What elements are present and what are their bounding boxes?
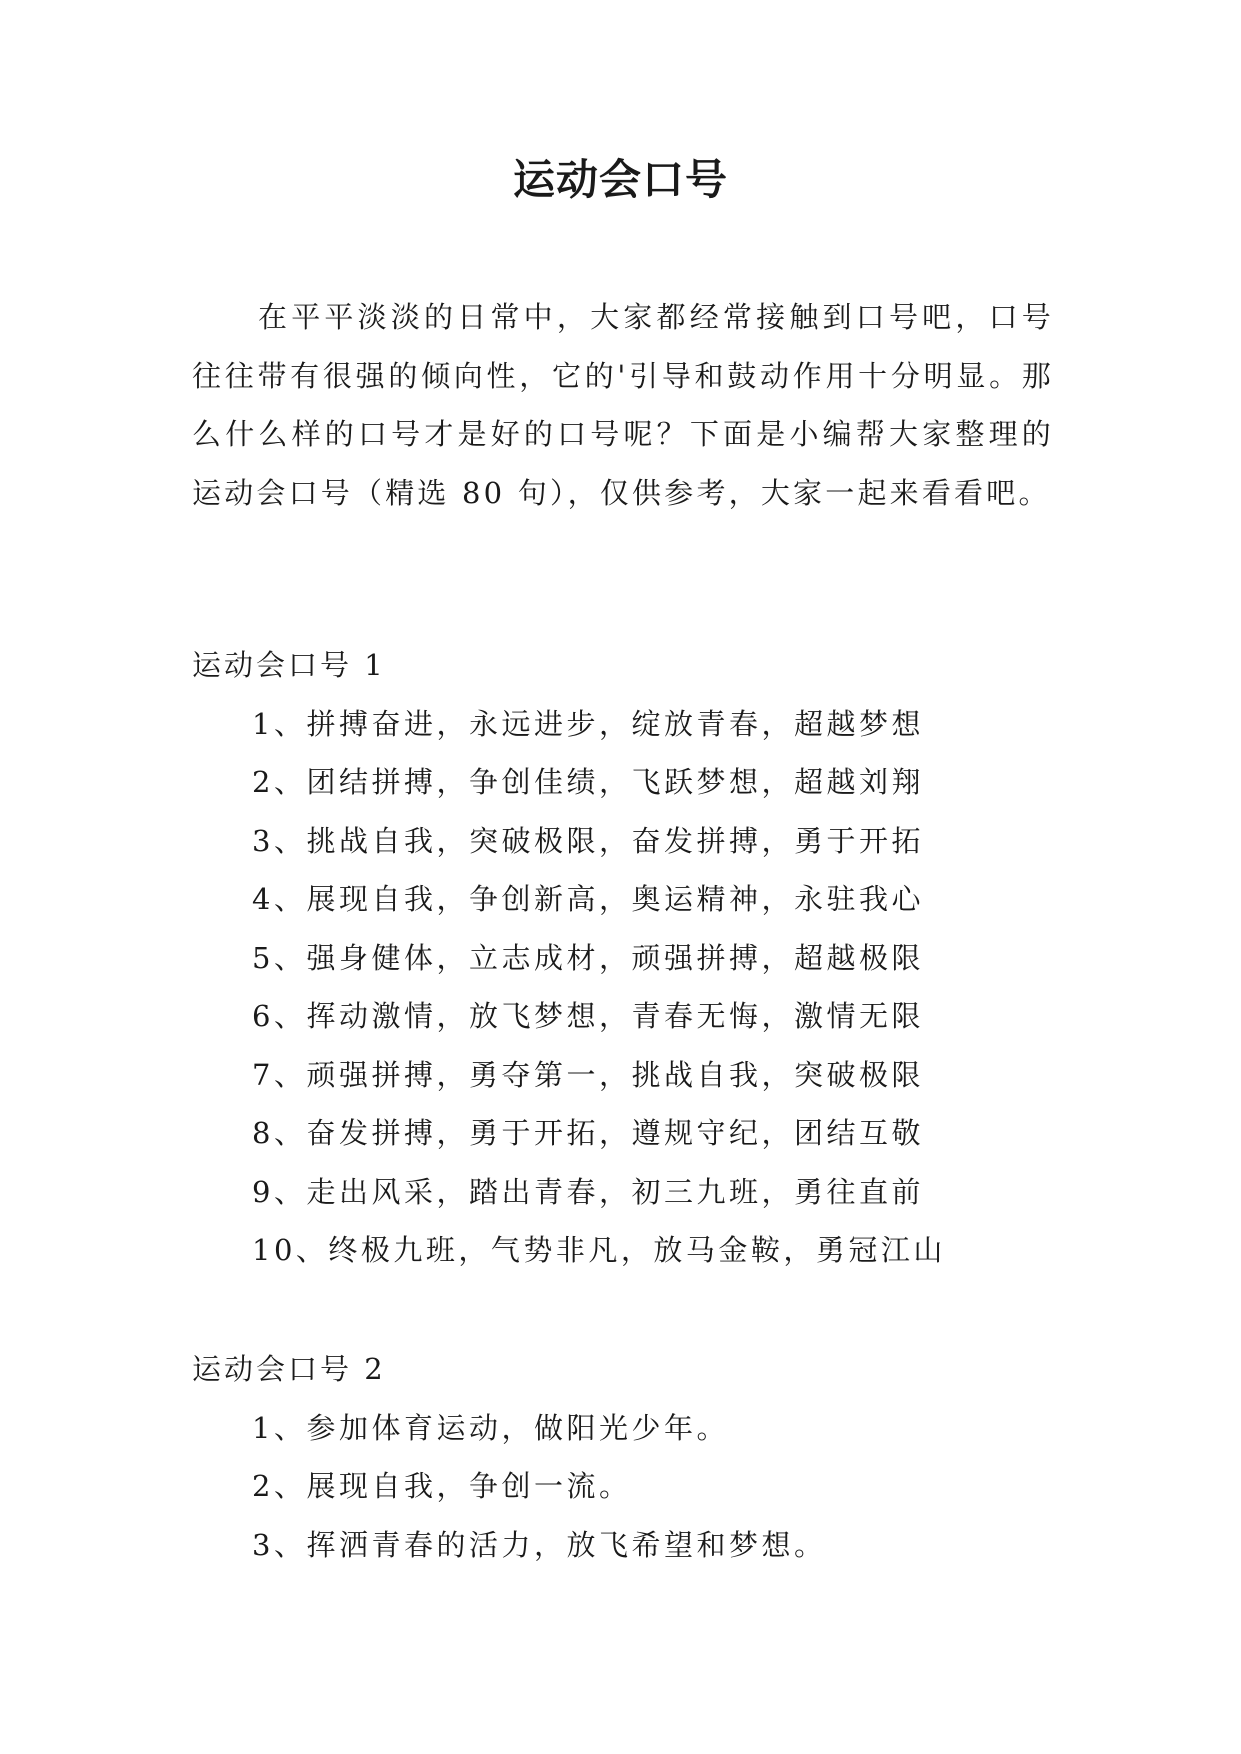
- section-heading: 运动会口号 2: [192, 1352, 386, 1386]
- slogan-item: 5、强身健体，立志成材，顽强拼搏，超越极限: [252, 940, 924, 975]
- slogan-item: 1、拼搏奋进，永远进步，绽放青春，超越梦想: [252, 706, 924, 741]
- slogan-item: 2、团结拼搏，争创佳绩，飞跃梦想，超越刘翔: [252, 765, 924, 799]
- slogan-section-2: [192, 1340, 1092, 1574]
- slogan-list: [192, 695, 1092, 1280]
- slogan-list: [192, 1399, 1092, 1575]
- intro-paragraph: 在平平淡淡的日常中，大家都经常接触到口号吧，口号往往带有很强的倾向性，它的'引导和鼓动作用十分明显。那么什么样的口号才是好的口号呢？下面是小编帮大家整理的运动会口号（精选 80 句），仅供参考，大家一起来看看吧。: [192, 300, 1054, 510]
- slogan-item: 10、终极九班，气势非凡，放马金鞍，勇冠江山: [252, 1233, 946, 1267]
- document-title: 运动会口号: [512, 155, 728, 204]
- slogan-item: 6、挥动激情，放飞梦想，青春无悔，激情无限: [252, 999, 924, 1033]
- slogan-item: 2、展现自我，争创一流。: [252, 1469, 632, 1503]
- slogan-item: 4、展现自我，争创新高，奥运精神，永驻我心: [252, 882, 924, 916]
- slogan-item: 9、走出风采，踏出青春，初三九班，勇往直前: [252, 1174, 924, 1209]
- slogan-item: 1、参加体育运动，做阳光少年。: [252, 1410, 729, 1445]
- slogan-item: 3、挑战自我，突破极限，奋发拼搏，勇于开拓: [252, 823, 924, 858]
- slogan-item: 8、奋发拼搏，勇于开拓，遵规守纪，团结互敬: [252, 1116, 924, 1150]
- slogan-item: 7、顽强拼搏，勇夺第一，挑战自我，突破极限: [252, 1057, 924, 1092]
- slogan-item: 3、挥洒青春的活力，放飞希望和梦想。: [252, 1527, 827, 1562]
- section-heading: 运动会口号 1: [192, 648, 386, 682]
- slogan-section-1: [192, 636, 1092, 1280]
